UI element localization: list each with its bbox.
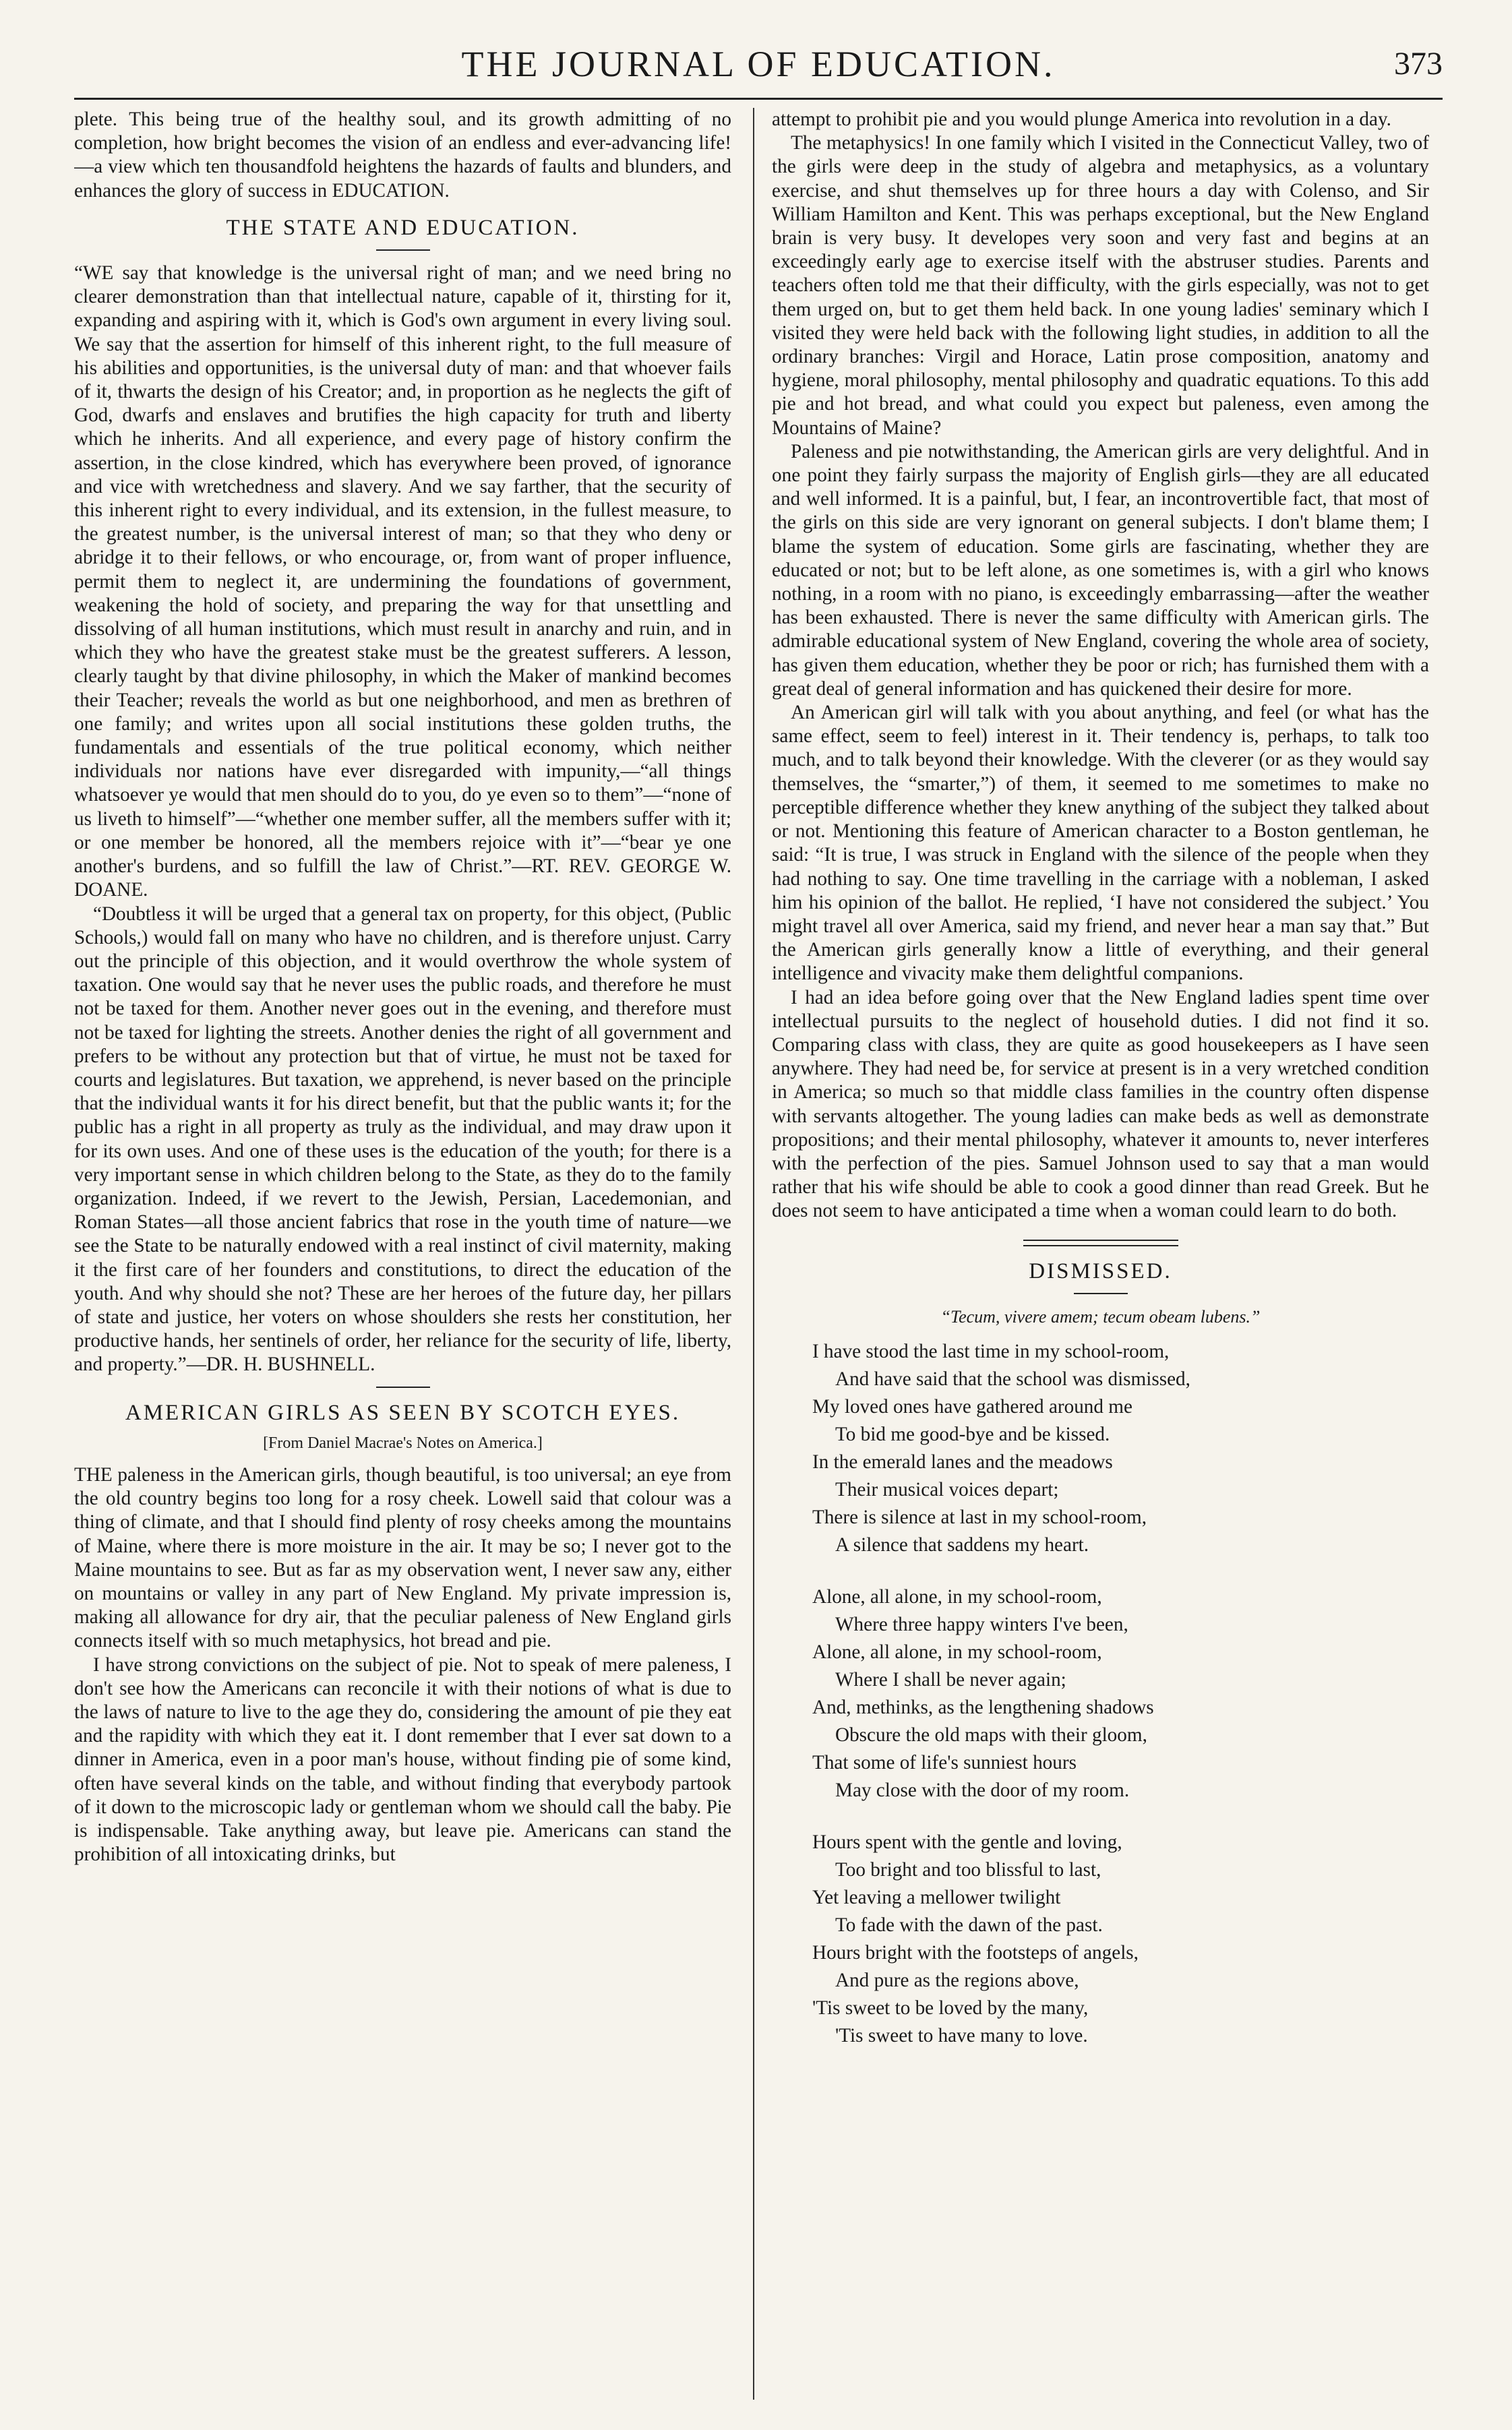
poem-line: Their musical voices depart; xyxy=(835,1478,1059,1500)
poem-line: Alone, all alone, in my school-room, xyxy=(812,1585,1102,1608)
section-rule-double xyxy=(1023,1240,1178,1246)
poem-line: My loved ones have gathered around me xyxy=(812,1395,1132,1418)
state-paragraph-1: “WE say that knowledge is the universal right of man; and we need bring no clearer demonstration than that intellectual nature, capable of it, thirsting for it, expanding and aspiring with it, which is God's own argument in every living soul. We say that the assertion for himself of this inherent right, to the full measure of his abilities and opportunities, is the universal duty of man: and that whoever fails of it, thwarts the design of his Creator; and, in proportion as he neglects the gift of God, dwarfs and enslaves and brutifies the high capacity for truth and liberty which he inherits. And all experience, and every page of history confirm the assertion, in the close kindred, which has everywhere been proved, of ignorance and vice with wretchedness and slavery. And we say farther, that the security of this inherent right to every individual, and its extension, in the fullest measure, to the greatest number, is the universal interest of man; so that they who deny or abridge it to their fellows, or who encourage, or, from want of proper influence, permit them to neglect it, are undermining the foundations of government, weakening the hold of society, and preparing the way for that unsettling and dissolving of all human institutions, which must result in anarchy and ruin, and in which they who have the greatest stake must be the greatest sufferers. A lesson, clearly taught by that divine philosophy, in which the Maker of mankind becomes their Teacher; reveals the world as but one neighborhood, and men as brethren of one family; and writes upon all social institutions these golden truths, the fundamentals and essentials of the true political economy, which neither individuals nor nations have ever disregarded with impunity,—“all things whatsoever ye would that men should do to you, do ye even so to them”—“none of us liveth to himself”—“whether one member suffer, all the members suffer with it; or one member be honored, all the members rejoice with it”—“bear ye one another's burdens, and so fulfill the law of Christ.”—RT. REV. GEORGE W. DOANE. xyxy=(74,262,731,901)
american-paragraph-2: I have strong convictions on the subject of pie. Not to speak of mere paleness, I don't see how the Americans can reconcile it with their notions of what is due to the laws of nature to live to the age they do, considering the amount of pie they eat and the rapidity with which they eat it. I dont remember that I ever sat down to a dinner in America, even in a poor man's house, without finding pie of some kind, often have several kinds on the table, and without finding that everybody partook of it down to the microscopic lady or gentleman whom we should call the baby. Pie is indispensable. Take anything away, but leave pie. Americans can stand the prohibition of all intoxicating drinks, but xyxy=(74,1653,731,1866)
poem-dismissed xyxy=(772,1338,1429,2050)
page-number: 373 xyxy=(1394,46,1443,82)
poem-line: To bid me good-bye and be kissed. xyxy=(835,1423,1110,1445)
section-rule xyxy=(376,249,430,251)
poem-line: Yet leaving a mellower twilight xyxy=(812,1886,1061,1908)
poem-line: Hours bright with the footsteps of angels, xyxy=(812,1941,1139,1964)
poem-line: May close with the door of my room. xyxy=(835,1779,1130,1801)
poem-stanza-1 xyxy=(812,1338,1429,1559)
american-paragraph-4: Paleness and pie notwithstanding, the American girls are very delightful. And in one point they fairly surpass the majority of English girls—they are all educated and well informed. It is a painful, but, I fear, an incontrovertible fact, that most of the girls on this side are very ignorant on general subjects. I don't blame them; I blame the system of education. Some girls are fascinating, whether they are educated or not; but to be left alone, as one sometimes is, with a girl who knows nothing, in a room with no piano, is exceedingly embarrassing—after the weather has been exhausted. There is never the same difficulty with American girls. The admirable educational system of New England, covering the whole area of society, has given them education, whether they be poor or rich; has furnished them with a great deal of general information and has quickened their desire for more. xyxy=(772,440,1429,700)
poem-line: Hours spent with the gentle and loving, xyxy=(812,1831,1122,1853)
poem-line: I have stood the last time in my school-room, xyxy=(812,1340,1170,1362)
right-column xyxy=(772,108,1429,2400)
american-paragraph-3: The metaphysics! In one family which I visited in the Connecticut Valley, two of the girls were deep in the study of algebra and metaphysics, as a voluntary exercise, and shut themselves up for three hours a day with Colenso, and Sir William Hamilton and Kent. This was perhaps exceptional, but the New England brain is very busy. It developes very soon and very fast and begins at an exceedingly early age to exercise itself with the abstruser studies. Parents and teachers often told me that their difficulty, with the girls especially, was not to get them urged on, but to get them held back. In one young ladies' seminary which I visited they were held back with the following light studies, in addition to all the ordinary branches: Virgil and Horace, Latin prose composition, anatomy and hygiene, moral philosophy, mental philosophy and quadratic equations. To this add pie and hot bread, and what could you expect but paleness, even among the Mountains of Maine? xyxy=(772,132,1429,439)
column-divider xyxy=(753,108,754,2400)
poem-stanza-3 xyxy=(812,1829,1429,2050)
poem-line: Obscure the old maps with their gloom, xyxy=(835,1724,1147,1746)
section-rule xyxy=(376,1387,430,1388)
american-paragraph-1: THE paleness in the American girls, though beautiful, is too universal; an eye from the old country begins too long for a rosy cheek. Lowell said that colour was a thing of climate, and that I should find plenty of rosy cheeks among the mountains of Maine, where there is more moisture in the air. It may be so; I never got to the Maine mountains to see. But as far as my observation went, I never saw any, either on mountains or valley in any part of New England. My private impression is, making all allowance for dry air, that the peculiar paleness of New England girls connects itself with so much metaphysics, hot bread and pie. xyxy=(74,1463,731,1652)
state-paragraph-2: “Doubtless it will be urged that a general tax on property, for this object, (Public Schools,) would fall on many who have no children, and is therefore unjust. Carry out the principle of this objection, and it would overthrow the whole system of taxation. One would say that he never uses the public roads, and therefore he must not be taxed for them. Another never goes out in the evening, and therefore must not be taxed for lighting the streets. Another denies the right of all government and prefers to be without any protection but that of virtue, he must not be taxed for courts and legislatures. But taxation, we apprehend, is never based on the principle that the individual wants it for his direct benefit, but that the public wants it; for the public has a right in all property as truly as the individual, and may draw upon it for its own uses. And one of these uses is the education of the youth; for there is a very important sense in which children belong to the State, as they do to the family organization. Indeed, if we revert to the Jewish, Persian, Lacedemonian, and Roman States—all those ancient fabrics that rose in the youth time of nature—we see the State to be naturally endowed with a real instinct of civil maternity, making it the first care of her founders and constitutions, to direct the education of the youth. And why should she not? These are her heroes of the future day, her pillars of state and justice, her voters on whose shoulders she rests her constitution, her productive hands, her sentinels of order, her reliance for the security of life, liberty, and property.”—DR. H. BUSHNELL. xyxy=(74,903,731,1376)
american-paragraph-6: I had an idea before going over that the New England ladies spent time over intellectual pursuits to the neglect of household duties. I did not find it so. Comparing class with class, they are quite as good housekeepers as I have seen anywhere. They had need be, for service at present is in a very wretched condition in America; so much so that middle class families in the country often dispense with servants altogether. The young ladies can make beds as well as demonstrate propositions; and their mental philosophy, whatever it amounts to, never interferes with the perfection of the pies. Samuel Johnson used to say that a man would rather that his wife should be able to cook a good dinner than read Greek. But he does not seem to have anticipated a time when a woman could learn to do both. xyxy=(772,986,1429,1222)
article-source-note: [From Daniel Macrae's Notes on America.] xyxy=(263,1434,543,1452)
american-continuation: attempt to prohibit pie and you would plunge America into revolution in a day. xyxy=(772,109,1391,130)
section-rule xyxy=(1074,1293,1128,1294)
poem-line: And, methinks, as the lengthening shadows xyxy=(812,1696,1154,1718)
journal-title: THE JOURNAL OF EDUCATION. xyxy=(461,44,1056,84)
poem-line: Alone, all alone, in my school-room, xyxy=(812,1641,1102,1663)
american-girls-heading: AMERICAN GIRLS AS SEEN BY SCOTCH EYES. xyxy=(125,1400,681,1425)
american-paragraph-5: An American girl will talk with you about anything, and feel (or what has the same effect, seem to feel) interest in it. Their tendency is, perhaps, to talk too much, and to talk beyond their knowledge. With the cleverer (or as they would say themselves, the “smarter,”) of them, it seemed to me sometimes to make no perceptible difference whether they knew anything of the subject they talked about or not. Mentioning this feature of American character to a Boston gentleman, he said: “It is true, I was struck in England with the silence of the people when they had nothing to say. One time travelling in the carriage with a nobleman, I asked him his opinion of the ballot. He replied, ‘I have not considered the subject.’ You might travel all over America, said my friend, and never hear a man say that.” But the American girls generally know a little of everything, and their general intelligence and vivacity make them delightful companions. xyxy=(772,702,1429,985)
poem-line: A silence that saddens my heart. xyxy=(835,1533,1089,1556)
poem-line: There is silence at last in my school-room, xyxy=(812,1506,1147,1528)
poem-line: In the emerald lanes and the meadows xyxy=(812,1451,1113,1473)
poem-line: Where three happy winters I've been, xyxy=(835,1613,1128,1635)
continuation-paragraph: plete. This being true of the healthy soul, and its growth admitting of no completion, how bright becomes the vision of an endless and ever-advancing life!—a view which ten thousandfold heightens the hazards of faults and blunders, and enhances the glory of success in EDUCATION. xyxy=(74,109,731,202)
poem-line: That some of life's sunniest hours xyxy=(812,1751,1077,1773)
poem-line: Where I shall be never again; xyxy=(835,1668,1066,1691)
poem-stanza-2 xyxy=(812,1583,1429,1804)
poem-line: And pure as the regions above, xyxy=(835,1969,1079,1991)
state-education-heading: THE STATE AND EDUCATION. xyxy=(226,215,580,240)
poem-line: To fade with the dawn of the past. xyxy=(835,1914,1103,1936)
poem-line: 'Tis sweet to be loved by the many, xyxy=(812,1997,1089,2019)
poem-line: And have said that the school was dismissed, xyxy=(835,1368,1190,1390)
poem-line: Too bright and too blissful to last, xyxy=(835,1858,1101,1881)
poem-line: 'Tis sweet to have many to love. xyxy=(835,2024,1088,2046)
poem-epigraph: “Tecum, vivere amem; tecum obeam lubens.” xyxy=(940,1306,1261,1327)
left-column xyxy=(74,108,731,2400)
page-header xyxy=(74,37,1443,100)
dismissed-heading: DISMISSED. xyxy=(1029,1258,1172,1283)
